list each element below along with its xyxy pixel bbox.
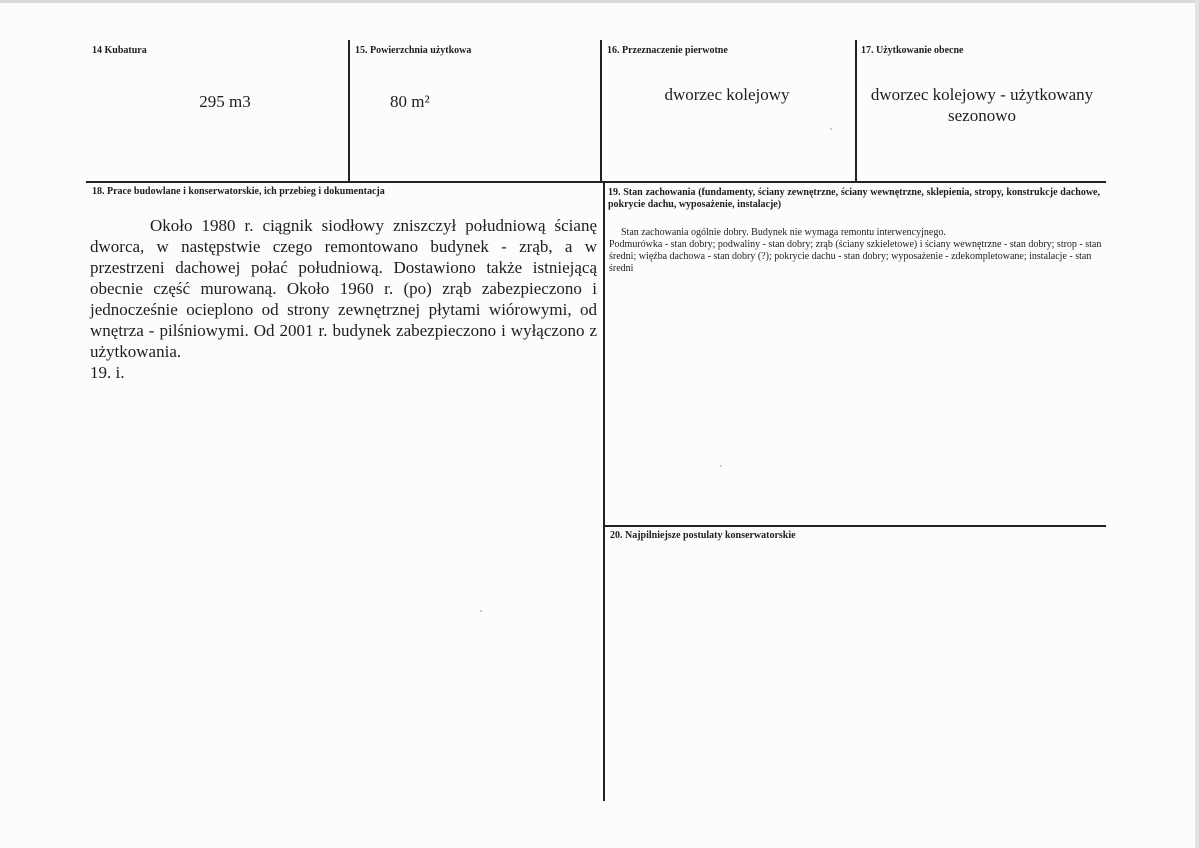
divider-19-20 — [604, 525, 1106, 527]
divider-15-16 — [600, 40, 602, 182]
scan-speck — [480, 610, 482, 612]
scan-speck — [720, 465, 722, 467]
uzytkowanie-value: dworzec kolejowy - użytkowany sezonowo — [870, 85, 1094, 125]
przeznaczenie-label: 16. Przeznaczenie pierwotne — [607, 45, 728, 56]
stan-zachowania-label: 19. Stan zachowania (fundamenty, ściany zewnętrzne, ściany wewnętrzne, sklepienia, stropy, konstrukcje dachowe, pokrycie dachu, wyposażenie, instalacje) — [608, 187, 1100, 210]
kubatura-label: 14 Kubatura — [92, 45, 147, 56]
prace-note: 19. i. — [90, 363, 125, 382]
kubatura-value: 295 m3 — [199, 92, 251, 111]
powierzchnia-label: 15. Powierzchnia użytkowa — [355, 45, 472, 56]
uzytkowanie-label: 17. Użytkowanie obecne — [861, 45, 964, 56]
divider-18-19 — [603, 182, 605, 801]
prace-label: 18. Prace budowlane i konserwatorskie, ich przebieg i dokumentacja — [92, 186, 385, 197]
przeznaczenie-value: dworzec kolejowy — [664, 85, 790, 104]
divider-16-17 — [855, 40, 857, 182]
powierzchnia-value: 80 m² — [390, 92, 430, 111]
stan-zachowania-line2: Podmurówka - stan dobry; podwaliny - stan dobry; zrąb (ściany szkieletowe) i ściany wewnętrzne - stan dobry; strop - stan średni; więźba dachowa - stan dobry (?); pokrycie dachu - stan dobry; wyposażenie - zdekompletowane; instalacje - stan średni — [609, 239, 1102, 274]
stan-zachowania-line1: Stan zachowania ogólnie dobry. Budynek nie wymaga remontu interwencyjnego. — [621, 227, 946, 238]
stan-zachowania-text — [609, 227, 1103, 275]
top-row-bottom-line — [86, 181, 1106, 183]
scan-edge-right — [1195, 0, 1199, 848]
prace-text-block — [90, 215, 597, 383]
scan-edge-top — [0, 0, 1199, 3]
prace-text: Około 1980 r. ciągnik siodłowy zniszczył południową ścianę dworca, w następstwie czego remontowano budynek - zrąb, a w przestrzeni dachowej połać południową. Dostawiono także istniejącą obecnie część murowaną. Około 1960 r. (po) zrąb zabezpieczono i jednocześnie ocieplono od strony zewnętrznej płytami wiórowymi, od wnętrza - pilśniowymi. Od 2001 r. budynek zabezpieczono i wyłączono z użytkowania. — [90, 216, 597, 361]
postulaty-label: 20. Najpilniejsze postulaty konserwatorskie — [610, 530, 796, 541]
scan-speck — [830, 128, 832, 130]
